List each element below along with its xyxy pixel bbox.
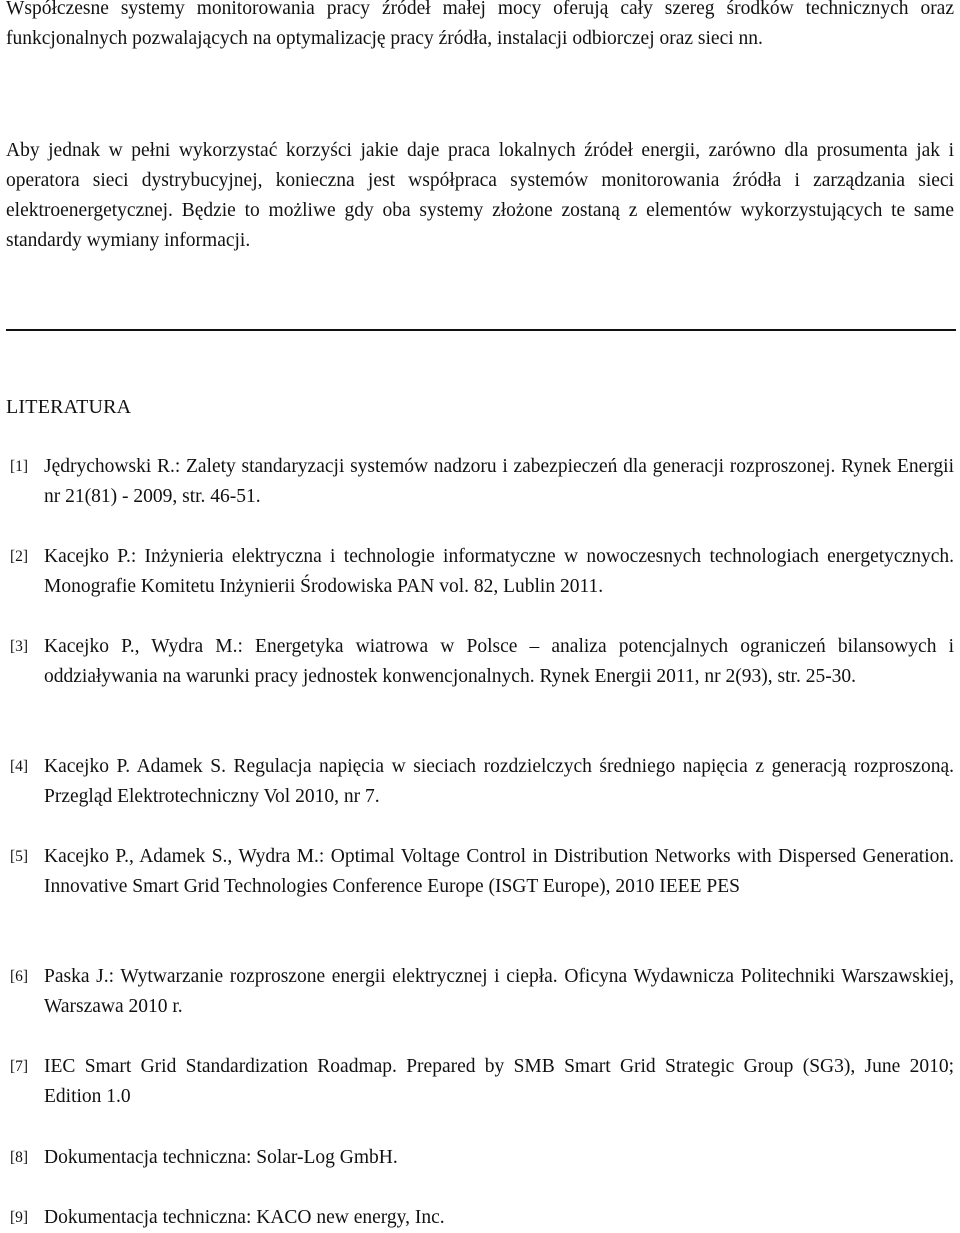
literature-heading: LITERATURA [6,396,132,418]
reference-text: Jędrychowski R.: Zalety standaryzacji systemów nadzoru i zabezpieczeń dla generacji rozproszonej. Rynek Energii nr 21(81) - 2009, str. 46-51. [44,456,954,507]
reference-number: [3] [10,638,29,655]
reference-text: Dokumentacja techniczna: Solar-Log GmbH. [44,1147,398,1168]
reference-number: [5] [10,848,29,865]
paragraph-monitoring-systems: Współczesne systemy monitorowania pracy źródeł małej mocy oferują cały szereg środków technicznych oraz funkcjonalnych pozwalających na optymalizację pracy źródła, instalacji odbiorczej oraz sieci nn. [6,0,954,49]
reference-text: IEC Smart Grid Standardization Roadmap. Prepared by SMB Smart Grid Strategic Group (SG3), June 2010; Edition 1.0 [44,1056,954,1107]
reference-number: [6] [10,968,29,985]
reference-number: [8] [10,1149,29,1166]
section-divider [6,329,956,331]
reference-text: Kacejko P. Adamek S. Regulacja napięcia w sieciach rozdzielczych średniego napięcia z generacją rozproszoną. Przegląd Elektrotechniczny Vol 2010, nr 7. [44,756,954,807]
reference-text: Dokumentacja techniczna: KACO new energy, Inc. [44,1207,445,1228]
reference-text: Kacejko P., Wydra M.: Energetyka wiatrowa w Polsce – analiza potencjalnych ograniczeń bilansowych i oddziaływania na warunki pracy jednostek konwencjonalnych. Rynek Energii 2011, nr 2(93), str. 25-30. [44,636,954,687]
reference-number: [1] [10,458,29,475]
reference-text: Kacejko P., Adamek S., Wydra M.: Optimal Voltage Control in Distribution Networks with Dispersed Generation. Innovative Smart Grid Technologies Conference Europe (ISGT Europe), 2010 IEEE PES [44,846,954,897]
reference-number: [9] [10,1209,29,1226]
reference-number: [7] [10,1058,29,1075]
reference-text: Paska J.: Wytwarzanie rozproszone energii elektrycznej i ciepła. Oficyna Wydawnicza Politechniki Warszawskiej, Warszawa 2010 r. [44,966,954,1017]
reference-text: Kacejko P.: Inżynieria elektryczna i technologie informatyczne w nowoczesnych technologiach energetycznych. Monografie Komitetu Inżynierii Środowiska PAN vol. 82, Lublin 2011. [44,546,954,597]
paragraph-cooperation: Aby jednak w pełni wykorzystać korzyści jakie daje praca lokalnych źródeł energii, zarówno dla prosumenta jak i operatora sieci dystrybucyjnej, konieczna jest współpraca systemów monitorowania źródła i zarządzania sieci elektroenergetycznej. Będzie to możliwe gdy oba systemy złożone zostaną z elementów wykorzystujących te same standardy wymiany informacji. [6,140,954,251]
reference-number: [4] [10,758,29,775]
reference-number: [2] [10,548,29,565]
